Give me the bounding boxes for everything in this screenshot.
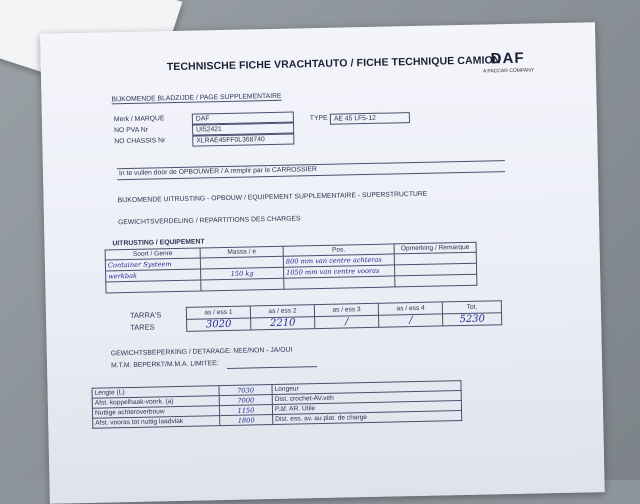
dimensions-table <box>91 380 462 429</box>
weight-limit-line: GEWICHTSBEPERKING / DETARAGE: NEE/NON - JA/OUI <box>110 346 293 358</box>
daf-logo-subtitle: A PACCAR COMPANY <box>482 67 535 75</box>
dimension-label-fr: Longeur <box>272 381 461 395</box>
technical-sheet <box>40 22 605 504</box>
cell-pos: 1050 mm van centre vooras <box>284 265 395 278</box>
supplementary-section-title: BIJKOMENDE BLADZIJDE / PAGE SUPPLEMENTAIRE <box>111 92 282 104</box>
tarra-header-axle-3: as / ess 3 <box>314 303 378 316</box>
dimension-label: Afst. vooras tot nuttig laadvlak <box>93 416 220 429</box>
cell-pos: 800 mm van centre achteras <box>283 254 394 267</box>
chassis-value: XLRAE45FF0L368740 <box>192 134 294 147</box>
tarra-label: TARRA'S <box>129 310 162 320</box>
cell-genre: werkbak <box>106 269 201 282</box>
tarra-axle-1: 3020 <box>187 318 251 331</box>
type-label: TYPE <box>309 114 328 123</box>
tarra-table <box>186 300 502 332</box>
pva-label: NO PVA Nr <box>114 126 149 135</box>
tares-label: TARES <box>130 322 155 332</box>
dimension-value: 1150 <box>219 405 272 416</box>
col-header-genre: Soort / Genre <box>105 248 200 260</box>
tarra-axle-2: 2210 <box>251 317 315 330</box>
dimension-label-fr: Dist. crochet-AV.veh <box>272 391 461 405</box>
dimension-value: 7030 <box>219 385 272 396</box>
dimension-label: Nuttige achteroverbouw <box>92 406 219 419</box>
dimension-label-fr: P.àf. AR. Utile <box>272 401 461 415</box>
dimension-value: 1800 <box>220 415 273 426</box>
pva-value: UI52421 <box>192 123 294 136</box>
equipment-table-title: UITRUSTING / EQUIPEMENT <box>112 238 205 248</box>
tarra-header-axle-4: as / ess 4 <box>378 302 442 315</box>
daf-logo: DAF <box>490 49 525 68</box>
tarra-header-total: Tot. <box>443 301 502 314</box>
col-header-massa: Massa / e <box>200 246 283 258</box>
merk-value: DAF <box>192 112 294 125</box>
tarra-header-axle-1: as / ess 1 <box>186 306 250 319</box>
dimension-value: 7000 <box>219 395 272 406</box>
mtm-limit-underline <box>227 366 317 369</box>
tarra-total: 5230 <box>443 313 502 326</box>
cell-massa: 150 kg <box>201 267 284 280</box>
merk-label: Merk / MARQUE <box>113 115 165 124</box>
dimension-label: Afst. koppelhaak-voork. (a) <box>92 396 219 409</box>
mtm-limit-line: M.T.M. BEPERKT/M.M.A. LIMITEE: <box>110 360 219 370</box>
chassis-label: NO CHASSIS Nr <box>114 137 166 146</box>
bodybuilder-note: In te vullen door de OPBOUWER / A remplir par le CARROSSIER <box>117 160 505 180</box>
type-value: AE 45 LF5-12 <box>330 112 410 125</box>
equipment-table <box>105 242 478 294</box>
tarra-axle-4: / <box>379 314 443 327</box>
col-header-remark: Opmerking / Remarque <box>394 242 476 254</box>
col-header-pos: Pos. <box>283 244 394 256</box>
equipment-title: BIJKOMENDE UITRUSTING - OPBOUW / EQUIPEMENT SUPPLEMENTAIRE - SUPERSTRUCTURE <box>117 190 428 205</box>
dimension-label: Lengte (L) <box>92 386 219 399</box>
sheet-title: TECHNISCHE FICHE VRACHTAUTO / FICHE TECHNIQUE CAMION <box>166 54 501 74</box>
cell-genre: Container Systeem <box>105 258 200 271</box>
tarra-header-axle-2: as / ess 2 <box>250 305 314 318</box>
tarra-axle-3: / <box>315 315 379 328</box>
weight-distribution-title: GEWICHTSVERDELING / REPARTITIONS DES CHARGES <box>117 215 301 227</box>
dimension-label-fr: Dist. ess. av. au plat. de charge <box>273 411 462 425</box>
